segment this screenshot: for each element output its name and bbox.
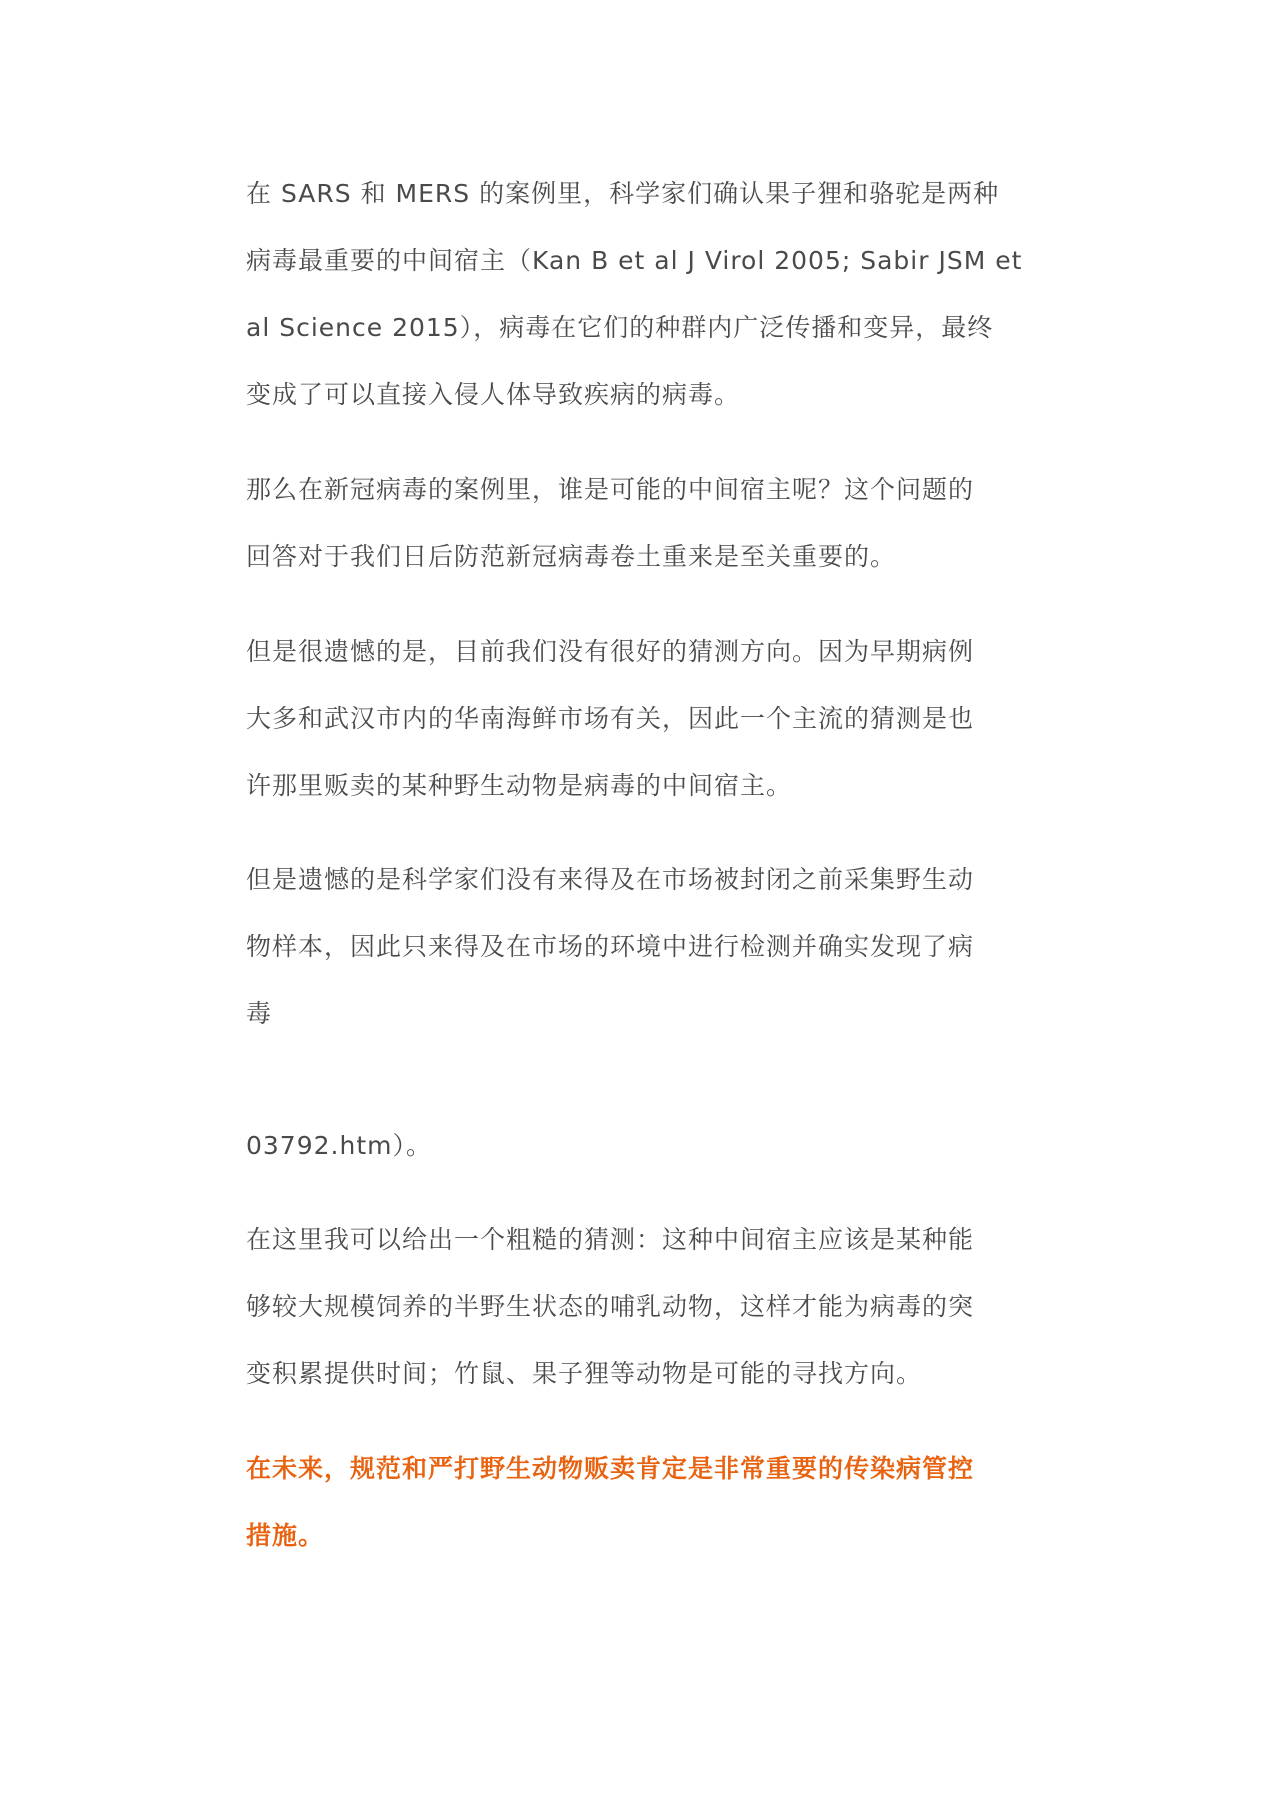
paragraph-reference-fragment: 03792.htm）。: [246, 1131, 432, 1160]
highlight-conclusion: 在未来，规范和严打野生动物贩卖肯定是非常重要的传染病管控 措施。: [246, 1454, 975, 1550]
paragraph-rough-guess: 在这里我可以给出一个粗糙的猜测：这种中间宿主应该是某种能 够较大规模饲养的半野生状态的哺乳动物，这样才能为病毒的突 变积累提供时间；竹鼠、果子狸等动物是可能的寻找方向。: [246, 1225, 975, 1388]
paragraph-market-hypothesis: 但是很遗憾的是，目前我们没有很好的猜测方向。因为早期病例 大多和武汉市内的华南海鲜市场有关，因此一个主流的猜测是也 许那里贩卖的某种野生动物是病毒的中间宿主。: [246, 637, 975, 800]
paragraph-sampling-regret: 但是遗憾的是科学家们没有来得及在市场被封闭之前采集野生动 物样本，因此只来得及在市场的环境中进行检测并确实发现了病 毒: [246, 865, 975, 1028]
paragraph-covid-host-question: 那么在新冠病毒的案例里，谁是可能的中间宿主呢？这个问题的 回答对于我们日后防范新冠病毒卷土重来是至关重要的。: [246, 475, 975, 571]
paragraph-intermediate-hosts-sars-mers: 在 SARS 和 MERS 的案例里，科学家们确认果子狸和骆驼是两种 病毒最重要的中间宿主（Kan B et al J Virol 2005; Sabir JSM et al Science 2015），病毒在它们的种群内广泛传播和变异，最终 变成了可以直接入侵人体导致疾病的病毒。: [246, 179, 1023, 409]
